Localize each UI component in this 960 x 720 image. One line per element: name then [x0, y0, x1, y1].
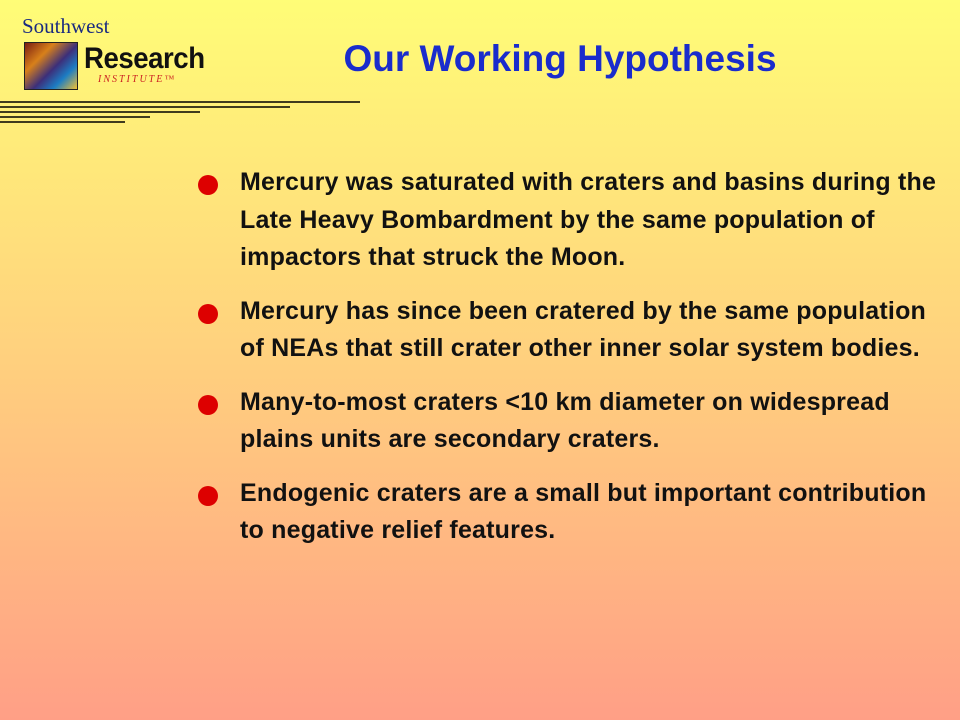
bullet-text: Endogenic craters are a small but important contribution to negative relief features. — [240, 478, 927, 544]
bullet-item — [198, 475, 950, 550]
bullet-text: Many-to-most craters <10 km diameter on widespread plains units are secondary craters. — [240, 387, 890, 453]
bullet-dot-icon — [198, 395, 218, 415]
swri-logo — [18, 14, 218, 84]
bullet-item — [198, 293, 950, 368]
bullet-dot-icon — [198, 304, 218, 324]
bullet-dot-icon — [198, 486, 218, 506]
bullet-list — [198, 164, 950, 566]
bullet-text: Mercury was saturated with craters and basins during the Late Heavy Bombardment by the same population of impactors that struck the Moon. — [240, 168, 937, 271]
slide-title: Our Working Hypothesis — [343, 38, 777, 79]
bullet-item — [198, 384, 950, 459]
logo-research-text: Research — [84, 42, 205, 75]
logo-southwest-text: Southwest — [22, 14, 110, 38]
decorative-rules — [0, 98, 370, 128]
bullet-dot-icon — [198, 175, 218, 195]
bullet-text: Mercury has since been cratered by the same population of NEAs that still crater other inner solar system bodies. — [240, 296, 927, 362]
logo-image-icon — [24, 42, 78, 90]
logo-institute-text: INSTITUTE™ — [98, 74, 177, 85]
bullet-item — [198, 164, 950, 277]
